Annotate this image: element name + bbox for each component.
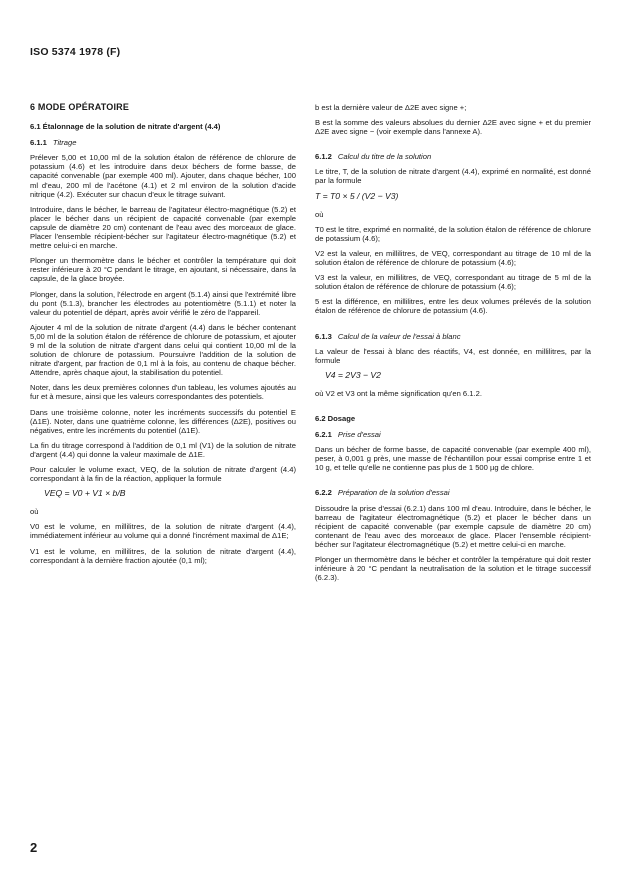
left-column bbox=[30, 103, 296, 571]
document-header: ISO 5374 1978 (F) bbox=[30, 46, 121, 58]
section-6-2-1-heading bbox=[315, 430, 591, 439]
paragraph: Plonger un thermomètre dans le bécher et contrôler la température qui doit rester inférieure à 20 °C pendant la neutralisation de la solution et le titrage successif (6.2.3). bbox=[315, 555, 591, 583]
right-column bbox=[315, 103, 591, 588]
paragraph: Prélever 5,00 et 10,00 ml de la solution étalon de référence de chlorure de potassium (4.6) et les introduire dans deux béchers de forme basse, de capacité convenable (par exemple 400 ml). Ajouter, dans chaque bécher, 100 ml d'eau, 200 ml de l'acétone (4.1) et 2 ml environ de la solution d'acide nitrique (4.2). Exécuter sur chacun d'eux le titrage suivant. bbox=[30, 153, 296, 199]
paragraph: Pour calculer le volume exact, VEQ, de la solution de nitrate d'argent (4.4) correspondant à la fin de la réaction, appliquer la formule bbox=[30, 465, 296, 484]
page-number: 2 bbox=[30, 840, 38, 855]
formula-titre: T = T0 × 5 / (V2 − V3) bbox=[315, 190, 399, 201]
paragraph: Dissoudre la prise d'essai (6.2.1) dans 100 ml d'eau. Introduire, dans le bécher, le barreau de l'agitateur électromagnétique (5.2) et placer le bécher dans un récipient de capacité convenable (par exemple capsule de diamètre 20 cm) contenant de l'eau avec des morceaux de glace. Placer l'ensemble récipient-bécher sur l'agitateur électromagnétique (5.2) et mettre celui-ci en marche. bbox=[315, 503, 591, 549]
section-6-1-2-number: 6.1.2 bbox=[315, 152, 332, 162]
section-6-1-1-heading bbox=[30, 138, 296, 147]
definition-v1: V1 est le volume, en millilitres, de la solution de nitrate d'argent (4.4), correspondant à la dernière fraction ajoutée (0,1 ml); bbox=[30, 546, 296, 565]
section-6-1-2-heading bbox=[315, 152, 591, 161]
where-label: où bbox=[30, 507, 39, 517]
spacer bbox=[315, 322, 591, 332]
section-6-1-3-number: 6.1.3 bbox=[315, 331, 332, 341]
definition-v0: V0 est le volume, en millilitres, de la solution de nitrate d'argent (4.4), immédiatement inférieur au volume qui a donné l'incrément maximal de Δ1E; bbox=[30, 522, 296, 541]
section-6-2-1-title: Prise d'essai bbox=[337, 430, 381, 440]
paragraph: Dans un bécher de forme basse, de capacité convenable (par exemple 400 ml), peser, à 0,001 g près, une masse de l'échantillon pour essai comprise entre 1 et 10 g, et telle qu'elle ne contienne pas plus de 1 500 µg de chlore. bbox=[315, 445, 591, 473]
definition-b: b est la dernière valeur de Δ2E avec signe +; bbox=[315, 103, 467, 112]
section-6-2-1-number: 6.2.1 bbox=[315, 430, 332, 440]
definition-v3: V3 est la valeur, en millilitres, de VEQ, correspondant au titrage de 5 ml de la solution étalon de référence de chlorure de potassium (4.6); bbox=[315, 273, 591, 292]
section-6-2-2-number: 6.2.2 bbox=[315, 488, 332, 498]
section-6-1-1-title: Titrage bbox=[52, 138, 77, 148]
definition-B: B est la somme des valeurs absolues du dernier Δ2E avec signe + et du premier Δ2E avec signe − (voir exemple dans l'annexe A). bbox=[315, 118, 591, 137]
where-label: où bbox=[315, 209, 324, 219]
section-6-2-2-title: Préparation de la solution d'essai bbox=[337, 488, 450, 498]
spacer bbox=[315, 478, 591, 488]
section-6-2-2-heading bbox=[315, 488, 591, 497]
section-6-1-title: 6.1 Étalonnage de la solution de nitrate d'argent (4.4) bbox=[30, 122, 221, 132]
paragraph: Plonger un thermomètre dans le bécher et contrôler la température qui doit rester inférieure à 20 °C pendant le titrage, en ajoutant, si nécessaire, dans la capsule, de la glace broyée. bbox=[30, 256, 296, 284]
formula-blanc: V4 = 2V3 − V2 bbox=[325, 369, 381, 380]
paragraph: La fin du titrage correspond à l'addition de 0,1 ml (V1) de la solution de nitrate d'argent (4.4) qui donne la valeur maximale de Δ1E. bbox=[30, 440, 296, 459]
paragraph: La valeur de l'essai à blanc des réactifs, V4, est donnée, en millilitres, par la formule bbox=[315, 346, 591, 365]
section-6-1-3-heading bbox=[315, 332, 591, 341]
formula-veq: VEQ = V0 + V1 × b/B bbox=[44, 488, 126, 499]
paragraph: Plonger, dans la solution, l'électrode en argent (5.1.4) ainsi que l'extrémité libre du pont (5.1.3), brancher les électrodes au potentiomètre (5.1.1) et noter la valeur du potentiel de départ, après avoir vérifié le zéro de l'appareil. bbox=[30, 289, 296, 317]
section-6-1-3-title: Calcul de la valeur de l'essai à blanc bbox=[337, 331, 461, 341]
definition-v2: V2 est la valeur, en millilitres, de VEQ, correspondant au titrage de 10 ml de la solution étalon de référence de chlorure de potassium (4.6); bbox=[315, 248, 591, 268]
paragraph: Le titre, T, de la solution de nitrate d'argent (4.4), exprimé en normalité, est donné par la formule bbox=[315, 167, 591, 186]
paragraph: Introduire, dans le bécher, le barreau de l'agitateur électro-magnétique (5.2) et placer le bécher dans un récipient de capacité convenable (par exemple capsule de diamètre 20 cm) contenant de l'eau avec des morceaux de glace. Placer l'ensemble récipient-bécher sur l'agitateur électro-magnétique (5.2) et mettre celui-ci en marche. bbox=[30, 204, 296, 251]
spacer bbox=[315, 404, 591, 414]
spacer bbox=[315, 142, 591, 152]
section-6-title: 6 MODE OPÉRATOIRE bbox=[30, 102, 130, 112]
definition-t0: T0 est le titre, exprimé en normalité, de la solution étalon de référence de chlorure de potassium (4.6); bbox=[315, 224, 591, 243]
paragraph: Dans une troisième colonne, noter les incréments successifs du potentiel E (Δ1E). Noter, dans une quatrième colonne, les différences (Δ2E), positives ou négatives, entre les incréments du potentiel (Δ1E). bbox=[30, 407, 296, 435]
paragraph: où V2 et V3 ont la même signification qu'en 6.1.2. bbox=[315, 388, 482, 398]
section-6-1-2-title: Calcul du titre de la solution bbox=[337, 152, 432, 162]
section-6-1-1-number: 6.1.1 bbox=[30, 138, 47, 148]
definition-5: 5 est la différence, en millilitres, entre les deux volumes prélevés de la solution étalon de référence de chlorure de potassium (4.6). bbox=[315, 297, 591, 316]
paragraph: Noter, dans les deux premières colonnes d'un tableau, les volumes ajoutés au fur et à mesure, ainsi que les valeurs correspondantes des potentiels. bbox=[30, 383, 296, 402]
section-6-2-title: 6.2 Dosage bbox=[315, 413, 356, 423]
paragraph: Ajouter 4 ml de la solution de nitrate d'argent (4.4) dans le bécher contenant 5,00 ml de la solution étalon de référence de chlorure de potassium, et ajouter 9 ml de la solution de nitrate d'argent dans celui qui contient 10,00 ml de la solution de chlorure de potassium. Poursuivre l'addition de la solution de nitrate d'argent, par fraction de 0,1 ml à la fois, au contenu de chaque bécher. Attendre, après chaque ajout, la stabilisation du potentiel. bbox=[30, 322, 296, 378]
